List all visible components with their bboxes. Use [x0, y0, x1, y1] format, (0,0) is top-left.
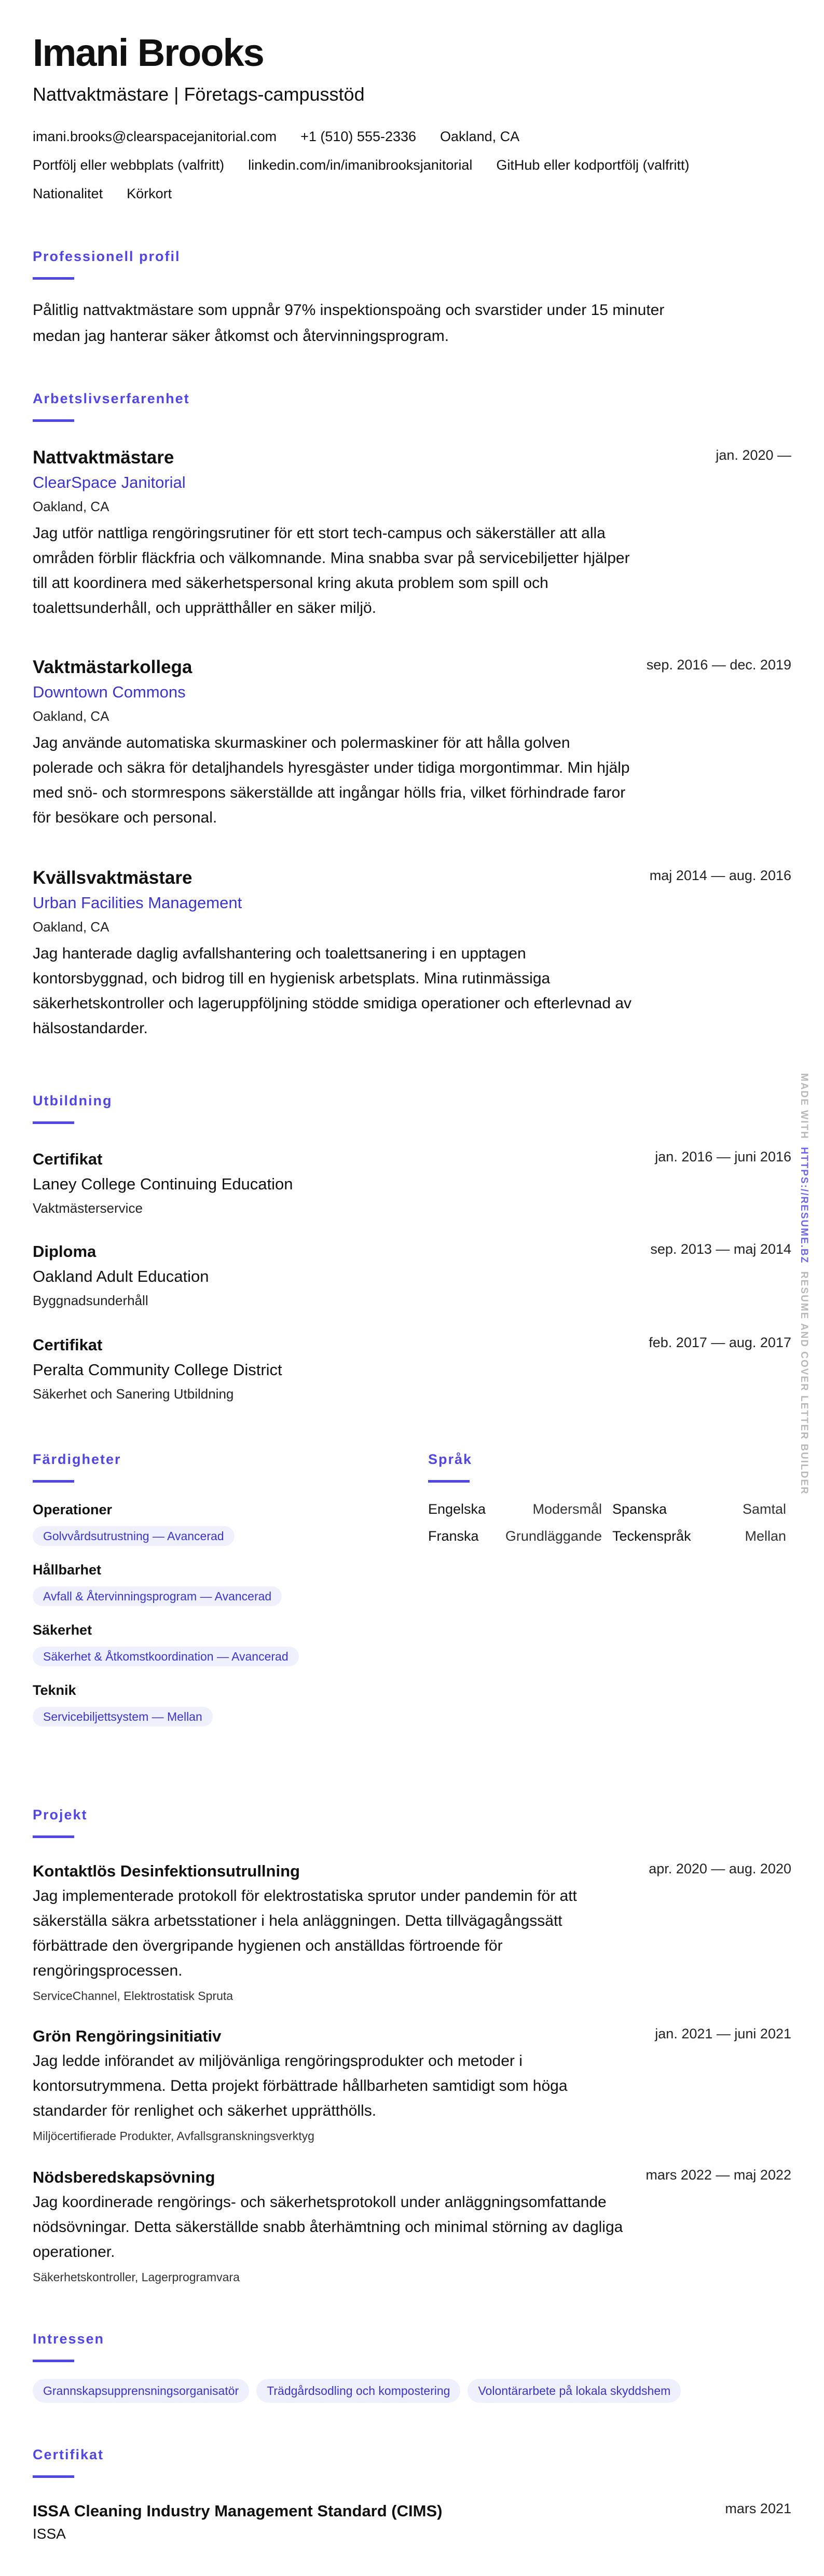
section-heading: Professionell profil [33, 249, 181, 264]
heading-underline [33, 2360, 74, 2362]
project-tags: Miljöcertifierade Produkter, Avfallsgranskningsverktyg [33, 2129, 314, 2143]
language-item [428, 1526, 602, 1546]
job-company: ClearSpace Janitorial [33, 473, 186, 491]
contact-portfolio[interactable]: Portfölj eller webbplats (valfritt) [33, 157, 225, 173]
contact-nationality: Nationalitet [33, 186, 103, 201]
job-title: Nattvaktmästare [33, 447, 174, 468]
project-description: Jag ledde införandet av miljövänliga rengöringsprodukter och metoder i kontorsutrymmena. Detta projekt förbättrade hållbarheten samtidigt som höga standarder för renlighet och säkerhet upprätthölls. [33, 2052, 568, 2119]
education-entry [33, 1239, 791, 1312]
job-description: Jag använde automatiska skurmaskiner och polermaskiner för att hålla golven polerade och säkra för detaljhandels hyresgäster under tidiga morgontimmar. Min hjälp med snö- och stormrespons säkerställde att ingångar hölls fria, vilket förhindrade faror för besökare och personal. [33, 734, 630, 826]
degree: Diploma [33, 1242, 97, 1260]
resume-page [33, 0, 791, 2576]
watermark [798, 1073, 809, 1495]
section-heading: Språk [428, 1451, 473, 1467]
section-heading: Projekt [33, 1807, 88, 1823]
job-description: Jag utför nattliga rengöringsrutiner för ett stort tech-campus och säkerställer att alla områden förblir fläckfria och välkomnande. Mina snabba svar på servicebiljetter hjälper till att koordinera med säkerhetspersonal kring akuta problem som spill och toalettsunderhåll, och upprätthåller en säker miljö. [33, 525, 630, 616]
project-title: Nödsberedskapsövning [33, 2168, 215, 2186]
project-date: mars 2022 — maj 2022 [646, 2167, 791, 2183]
project-description: Jag implementerade protokoll för elektrostatiska sprutor under pandemin för att säkerställa säkra arbetsstationer i hela anläggningen. Detta tillvägagångssätt förbättrade den övergripande hygienen och anställdas förtroende för rengöringsprocessen. [33, 1887, 577, 1979]
language-name: Engelska [428, 1501, 486, 1517]
job-date: maj 2014 — aug. 2016 [649, 868, 791, 883]
education-entry [33, 1333, 791, 1405]
degree: Certifikat [33, 1150, 103, 1168]
skill-category: Teknik [33, 1682, 76, 1698]
contact-email[interactable]: imani.brooks@clearspacejanitorial.com [33, 129, 277, 144]
skill-category: Hållbarhet [33, 1562, 102, 1578]
language-level: Mellan [745, 1528, 786, 1544]
experience-entry [33, 655, 791, 830]
skill-chip: Servicebiljettsystem — Mellan [33, 1707, 213, 1727]
job-location: Oakland, CA [33, 708, 109, 724]
section-heading: Certifikat [33, 2447, 104, 2462]
job-title: Vaktmästarkollega [33, 657, 193, 677]
heading-underline [33, 419, 74, 422]
contact-phone[interactable]: +1 (510) 555-2336 [300, 129, 417, 144]
project-description: Jag koordinerade rengörings- och säkerhetsprotokoll under anläggningsomfattande nödsövningar. Detta säkerställde snabb återhämtning och minimal störning av dagliga operationer. [33, 2194, 623, 2260]
skill-category: Säkerhet [33, 1622, 92, 1638]
project-date: apr. 2020 — aug. 2020 [649, 1861, 791, 1876]
section-heading: Intressen [33, 2331, 105, 2347]
contact-list [33, 122, 791, 208]
interest-chip: Volontärarbete på lokala skyddshem [468, 2379, 681, 2403]
heading-underline [33, 1835, 74, 1838]
heading-underline [428, 1480, 470, 1483]
contact-license: Körkort [127, 186, 172, 201]
project-entry [33, 2024, 791, 2146]
certificates-section [33, 2444, 791, 2544]
job-date: jan. 2020 — [716, 447, 791, 463]
experience-entry [33, 445, 791, 621]
candidate-name: Imani Brooks [33, 31, 264, 74]
job-company: Urban Facilities Management [33, 894, 242, 912]
skill-chip: Säkerhet & Åtkomstkoordination — Avancerad [33, 1647, 299, 1666]
education-section [33, 1090, 791, 1124]
project-tags: Säkerhetskontroller, Lagerprogramvara [33, 2270, 240, 2284]
language-name: Spanska [612, 1501, 667, 1517]
section-heading: Utbildning [33, 1093, 113, 1108]
contact-linkedin[interactable]: linkedin.com/in/imanibrooksjanitorial [248, 157, 473, 173]
languages-section [428, 1449, 791, 1546]
field: Byggnadsunderhåll [33, 1293, 148, 1308]
project-entry [33, 2165, 791, 2287]
education-date: sep. 2013 — maj 2014 [650, 1241, 791, 1257]
education-entry [33, 1147, 791, 1220]
language-name: Franska [428, 1528, 479, 1544]
job-description: Jag hanterade daglig avfallshantering och toalettsanering i en upptagen kontorsbyggnad, och bidrog till en hygienisk arbetsplats. Mina rutinmässiga säkerhetskontroller och lageruppföljning stödde smidiga operationer och efterlevnad av hälsostandarder. [33, 945, 632, 1037]
job-location: Oakland, CA [33, 499, 109, 514]
skill-chip: Avfall & Återvinningsprogram — Avancerad [33, 1586, 282, 1606]
interest-chip: Grannskapsupprensningsorganisatör [33, 2379, 249, 2403]
language-item [428, 1499, 602, 1519]
school: Peralta Community College District [33, 1361, 282, 1379]
degree: Certifikat [33, 1336, 103, 1354]
language-item [612, 1526, 786, 1546]
skill-category: Operationer [33, 1502, 113, 1517]
school: Oakland Adult Education [33, 1267, 209, 1285]
field: Vaktmästerservice [33, 1200, 143, 1216]
certificate-entry [33, 2499, 791, 2544]
skills-section [33, 1449, 396, 1727]
section-heading: Arbetslivserfarenhet [33, 391, 190, 406]
language-item [612, 1499, 786, 1519]
language-name: Teckenspråk [612, 1528, 691, 1544]
certificate-title: ISSA Cleaning Industry Management Standard (CIMS) [33, 2502, 443, 2520]
project-title: Grön Rengöringsinitiativ [33, 2027, 222, 2045]
watermark-prefix: MADE WITH [799, 1073, 809, 1140]
profile-section [33, 246, 791, 349]
school: Laney College Continuing Education [33, 1175, 293, 1193]
language-level: Samtal [742, 1501, 786, 1517]
heading-underline [33, 277, 74, 280]
project-tags: ServiceChannel, Elektrostatisk Spruta [33, 1989, 234, 2003]
skill-chip: Golvvårdsutrustning — Avancerad [33, 1526, 235, 1546]
candidate-title: Nattvaktmästare | Företags-campusstöd [33, 84, 365, 105]
watermark-suffix: RESUME AND COVER LETTER BUILDER [799, 1271, 809, 1495]
language-list [428, 1499, 791, 1546]
experience-section [33, 388, 791, 422]
project-entry [33, 1859, 791, 2006]
job-location: Oakland, CA [33, 919, 109, 935]
profile-text: Pålitlig nattvaktmästare som uppnår 97% inspektionspoäng och svarstider under 15 minuter medan jag hanterar säker åtkomst och återvinningsprogram. [33, 302, 665, 345]
contact-github[interactable]: GitHub eller kodportfölj (valfritt) [496, 157, 690, 173]
heading-underline [33, 2475, 74, 2478]
project-date: jan. 2021 — juni 2021 [655, 2026, 791, 2041]
language-level: Grundläggande [505, 1528, 602, 1544]
education-date: jan. 2016 — juni 2016 [655, 1149, 791, 1164]
contact-location: Oakland, CA [440, 129, 520, 144]
job-date: sep. 2016 — dec. 2019 [646, 657, 791, 673]
language-level: Modersmål [532, 1501, 602, 1517]
watermark-link[interactable]: HTTPS://RESUME.BZ [799, 1147, 809, 1264]
heading-underline [33, 1121, 74, 1124]
education-date: feb. 2017 — aug. 2017 [649, 1335, 791, 1350]
experience-entry [33, 866, 791, 1041]
interest-chip: Trädgårdsodling och kompostering [256, 2379, 460, 2403]
projects-section [33, 1804, 791, 1838]
field: Säkerhet och Sanering Utbildning [33, 1386, 234, 1402]
section-heading: Färdigheter [33, 1451, 121, 1467]
interests-section [33, 2328, 791, 2403]
certificate-date: mars 2021 [725, 2501, 791, 2516]
heading-underline [33, 1480, 74, 1483]
project-title: Kontaktlös Desinfektionsutrullning [33, 1862, 300, 1880]
job-title: Kvällsvaktmästare [33, 868, 193, 888]
certificate-issuer: ISSA [33, 2526, 66, 2542]
job-company: Downtown Commons [33, 683, 186, 701]
